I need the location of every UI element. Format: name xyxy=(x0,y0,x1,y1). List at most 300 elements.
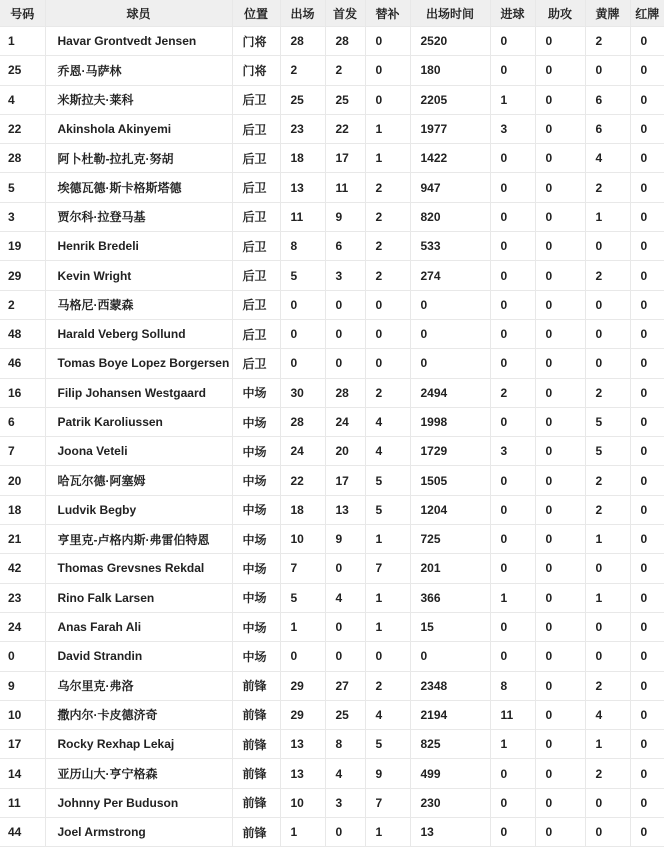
cell-starts: 9 xyxy=(325,525,365,554)
cell-player: Patrik Karoliussen xyxy=(45,407,232,436)
cell-assists: 0 xyxy=(535,290,585,319)
cell-player: 埃德瓦德·斯卡格斯塔德 xyxy=(45,173,232,202)
cell-goals: 3 xyxy=(490,114,535,143)
cell-red-cards: 0 xyxy=(630,261,664,290)
cell-red-cards: 0 xyxy=(630,759,664,788)
cell-assists: 0 xyxy=(535,114,585,143)
cell-starts: 20 xyxy=(325,437,365,466)
cell-player: 撒内尔·卡皮德济奇 xyxy=(45,700,232,729)
cell-goals: 0 xyxy=(490,407,535,436)
cell-number: 11 xyxy=(0,788,45,817)
cell-appearances: 28 xyxy=(280,27,325,56)
table-row xyxy=(0,554,664,583)
cell-subs: 0 xyxy=(365,27,410,56)
cell-appearances: 11 xyxy=(280,202,325,231)
cell-minutes: 0 xyxy=(410,349,490,378)
cell-minutes: 15 xyxy=(410,612,490,641)
cell-number: 0 xyxy=(0,642,45,671)
cell-red-cards: 0 xyxy=(630,466,664,495)
cell-number: 3 xyxy=(0,202,45,231)
cell-yellow-cards: 0 xyxy=(585,319,630,348)
cell-red-cards: 0 xyxy=(630,554,664,583)
cell-yellow-cards: 2 xyxy=(585,378,630,407)
cell-number: 23 xyxy=(0,583,45,612)
table-row xyxy=(0,759,664,788)
cell-goals: 11 xyxy=(490,700,535,729)
cell-appearances: 0 xyxy=(280,319,325,348)
cell-minutes: 1998 xyxy=(410,407,490,436)
cell-number: 28 xyxy=(0,144,45,173)
cell-subs: 7 xyxy=(365,554,410,583)
cell-player: Anas Farah Ali xyxy=(45,612,232,641)
cell-appearances: 5 xyxy=(280,583,325,612)
cell-red-cards: 0 xyxy=(630,583,664,612)
cell-minutes: 2205 xyxy=(410,85,490,114)
cell-red-cards: 0 xyxy=(630,700,664,729)
cell-starts: 3 xyxy=(325,261,365,290)
cell-minutes: 274 xyxy=(410,261,490,290)
cell-yellow-cards: 0 xyxy=(585,56,630,85)
table-row xyxy=(0,730,664,759)
cell-red-cards: 0 xyxy=(630,525,664,554)
cell-appearances: 13 xyxy=(280,173,325,202)
cell-subs: 0 xyxy=(365,85,410,114)
cell-subs: 0 xyxy=(365,349,410,378)
cell-yellow-cards: 2 xyxy=(585,261,630,290)
cell-red-cards: 0 xyxy=(630,85,664,114)
cell-assists: 0 xyxy=(535,407,585,436)
cell-player: Henrik Bredeli xyxy=(45,232,232,261)
cell-starts: 0 xyxy=(325,554,365,583)
cell-assists: 0 xyxy=(535,788,585,817)
table-row xyxy=(0,437,664,466)
cell-starts: 6 xyxy=(325,232,365,261)
cell-position: 中场 xyxy=(232,642,280,671)
cell-player: Filip Johansen Westgaard xyxy=(45,378,232,407)
cell-number: 24 xyxy=(0,612,45,641)
cell-minutes: 499 xyxy=(410,759,490,788)
cell-goals: 0 xyxy=(490,495,535,524)
table-row xyxy=(0,407,664,436)
cell-minutes: 2520 xyxy=(410,27,490,56)
cell-goals: 0 xyxy=(490,290,535,319)
cell-appearances: 28 xyxy=(280,407,325,436)
cell-yellow-cards: 2 xyxy=(585,671,630,700)
cell-goals: 0 xyxy=(490,173,535,202)
cell-starts: 24 xyxy=(325,407,365,436)
cell-starts: 25 xyxy=(325,700,365,729)
cell-player: 米斯拉夫·莱科 xyxy=(45,85,232,114)
cell-appearances: 10 xyxy=(280,525,325,554)
cell-subs: 2 xyxy=(365,671,410,700)
cell-assists: 0 xyxy=(535,495,585,524)
table-row xyxy=(0,290,664,319)
column-header-starts: 首发 xyxy=(325,0,365,27)
column-header-assists: 助攻 xyxy=(535,0,585,27)
cell-red-cards: 0 xyxy=(630,319,664,348)
cell-appearances: 8 xyxy=(280,232,325,261)
cell-minutes: 947 xyxy=(410,173,490,202)
cell-red-cards: 0 xyxy=(630,437,664,466)
cell-subs: 2 xyxy=(365,261,410,290)
cell-appearances: 1 xyxy=(280,818,325,847)
cell-assists: 0 xyxy=(535,466,585,495)
table-row xyxy=(0,583,664,612)
cell-starts: 28 xyxy=(325,378,365,407)
cell-yellow-cards: 0 xyxy=(585,612,630,641)
cell-red-cards: 0 xyxy=(630,173,664,202)
cell-number: 2 xyxy=(0,290,45,319)
cell-minutes: 0 xyxy=(410,319,490,348)
cell-player: Joona Veteli xyxy=(45,437,232,466)
cell-red-cards: 0 xyxy=(630,612,664,641)
cell-position: 后卫 xyxy=(232,290,280,319)
cell-subs: 2 xyxy=(365,173,410,202)
cell-number: 14 xyxy=(0,759,45,788)
cell-starts: 0 xyxy=(325,349,365,378)
cell-subs: 0 xyxy=(365,642,410,671)
cell-player: Kevin Wright xyxy=(45,261,232,290)
table-row xyxy=(0,144,664,173)
cell-starts: 8 xyxy=(325,730,365,759)
cell-yellow-cards: 0 xyxy=(585,818,630,847)
cell-assists: 0 xyxy=(535,554,585,583)
cell-number: 18 xyxy=(0,495,45,524)
cell-goals: 0 xyxy=(490,319,535,348)
cell-goals: 0 xyxy=(490,466,535,495)
table-row xyxy=(0,378,664,407)
cell-minutes: 2194 xyxy=(410,700,490,729)
cell-player: Havar Grontvedt Jensen xyxy=(45,27,232,56)
cell-position: 前锋 xyxy=(232,788,280,817)
cell-subs: 7 xyxy=(365,788,410,817)
column-header-red-cards: 红牌 xyxy=(630,0,664,27)
table-row xyxy=(0,173,664,202)
cell-goals: 0 xyxy=(490,642,535,671)
cell-assists: 0 xyxy=(535,642,585,671)
cell-goals: 0 xyxy=(490,349,535,378)
cell-yellow-cards: 2 xyxy=(585,495,630,524)
cell-subs: 2 xyxy=(365,378,410,407)
cell-assists: 0 xyxy=(535,378,585,407)
cell-goals: 8 xyxy=(490,671,535,700)
cell-minutes: 1422 xyxy=(410,144,490,173)
cell-position: 中场 xyxy=(232,612,280,641)
cell-number: 7 xyxy=(0,437,45,466)
cell-red-cards: 0 xyxy=(630,730,664,759)
table-row xyxy=(0,27,664,56)
cell-starts: 17 xyxy=(325,144,365,173)
cell-starts: 0 xyxy=(325,319,365,348)
cell-goals: 3 xyxy=(490,437,535,466)
cell-assists: 0 xyxy=(535,583,585,612)
table-row xyxy=(0,700,664,729)
cell-assists: 0 xyxy=(535,612,585,641)
cell-appearances: 18 xyxy=(280,495,325,524)
cell-goals: 0 xyxy=(490,759,535,788)
cell-appearances: 29 xyxy=(280,671,325,700)
cell-player: 乔恩·马萨林 xyxy=(45,56,232,85)
cell-assists: 0 xyxy=(535,671,585,700)
cell-appearances: 30 xyxy=(280,378,325,407)
cell-position: 后卫 xyxy=(232,85,280,114)
cell-starts: 9 xyxy=(325,202,365,231)
cell-subs: 0 xyxy=(365,56,410,85)
cell-assists: 0 xyxy=(535,730,585,759)
cell-goals: 0 xyxy=(490,56,535,85)
cell-yellow-cards: 1 xyxy=(585,525,630,554)
cell-position: 前锋 xyxy=(232,818,280,847)
cell-starts: 22 xyxy=(325,114,365,143)
cell-subs: 5 xyxy=(365,466,410,495)
cell-player: David Strandin xyxy=(45,642,232,671)
cell-goals: 2 xyxy=(490,378,535,407)
cell-starts: 0 xyxy=(325,642,365,671)
cell-starts: 0 xyxy=(325,818,365,847)
cell-starts: 4 xyxy=(325,759,365,788)
cell-player: 乌尔里克·弗洛 xyxy=(45,671,232,700)
cell-appearances: 29 xyxy=(280,700,325,729)
cell-starts: 2 xyxy=(325,56,365,85)
cell-assists: 0 xyxy=(535,759,585,788)
cell-position: 后卫 xyxy=(232,144,280,173)
cell-red-cards: 0 xyxy=(630,349,664,378)
cell-starts: 0 xyxy=(325,612,365,641)
cell-goals: 0 xyxy=(490,554,535,583)
cell-subs: 4 xyxy=(365,407,410,436)
cell-minutes: 825 xyxy=(410,730,490,759)
cell-player: 阿卜杜勒-拉扎克·努胡 xyxy=(45,144,232,173)
cell-yellow-cards: 6 xyxy=(585,114,630,143)
cell-yellow-cards: 2 xyxy=(585,759,630,788)
cell-position: 中场 xyxy=(232,583,280,612)
table-header xyxy=(0,0,664,27)
table-row xyxy=(0,495,664,524)
cell-subs: 0 xyxy=(365,319,410,348)
cell-goals: 1 xyxy=(490,85,535,114)
cell-appearances: 10 xyxy=(280,788,325,817)
cell-goals: 1 xyxy=(490,730,535,759)
column-header-appearances: 出场 xyxy=(280,0,325,27)
table-row xyxy=(0,612,664,641)
cell-red-cards: 0 xyxy=(630,202,664,231)
cell-appearances: 0 xyxy=(280,349,325,378)
table-row xyxy=(0,788,664,817)
cell-subs: 1 xyxy=(365,818,410,847)
cell-appearances: 24 xyxy=(280,437,325,466)
cell-appearances: 0 xyxy=(280,290,325,319)
cell-appearances: 25 xyxy=(280,85,325,114)
cell-red-cards: 0 xyxy=(630,818,664,847)
table-row xyxy=(0,114,664,143)
cell-yellow-cards: 0 xyxy=(585,642,630,671)
table-row xyxy=(0,349,664,378)
cell-starts: 13 xyxy=(325,495,365,524)
cell-red-cards: 0 xyxy=(630,671,664,700)
cell-subs: 0 xyxy=(365,290,410,319)
cell-appearances: 7 xyxy=(280,554,325,583)
cell-subs: 4 xyxy=(365,700,410,729)
cell-position: 后卫 xyxy=(232,261,280,290)
cell-minutes: 2348 xyxy=(410,671,490,700)
cell-number: 5 xyxy=(0,173,45,202)
cell-appearances: 18 xyxy=(280,144,325,173)
cell-player: 亚历山大·亨宁格森 xyxy=(45,759,232,788)
cell-player: Thomas Grevsnes Rekdal xyxy=(45,554,232,583)
cell-position: 中场 xyxy=(232,525,280,554)
cell-player: 亨里克-卢格内斯·弗雷伯特恩 xyxy=(45,525,232,554)
cell-red-cards: 0 xyxy=(630,407,664,436)
cell-assists: 0 xyxy=(535,202,585,231)
cell-number: 9 xyxy=(0,671,45,700)
cell-position: 中场 xyxy=(232,554,280,583)
cell-assists: 0 xyxy=(535,27,585,56)
cell-yellow-cards: 4 xyxy=(585,144,630,173)
cell-position: 后卫 xyxy=(232,173,280,202)
cell-number: 22 xyxy=(0,114,45,143)
cell-red-cards: 0 xyxy=(630,232,664,261)
cell-goals: 0 xyxy=(490,202,535,231)
cell-subs: 1 xyxy=(365,144,410,173)
cell-position: 中场 xyxy=(232,466,280,495)
cell-yellow-cards: 0 xyxy=(585,788,630,817)
cell-position: 中场 xyxy=(232,378,280,407)
cell-goals: 0 xyxy=(490,27,535,56)
cell-subs: 4 xyxy=(365,437,410,466)
cell-minutes: 1204 xyxy=(410,495,490,524)
cell-subs: 2 xyxy=(365,202,410,231)
cell-goals: 0 xyxy=(490,261,535,290)
cell-yellow-cards: 0 xyxy=(585,232,630,261)
cell-goals: 0 xyxy=(490,818,535,847)
cell-minutes: 1729 xyxy=(410,437,490,466)
cell-goals: 0 xyxy=(490,525,535,554)
cell-player: Joel Armstrong xyxy=(45,818,232,847)
cell-yellow-cards: 5 xyxy=(585,407,630,436)
cell-goals: 0 xyxy=(490,788,535,817)
cell-position: 中场 xyxy=(232,495,280,524)
cell-red-cards: 0 xyxy=(630,144,664,173)
cell-appearances: 22 xyxy=(280,466,325,495)
cell-player: Akinshola Akinyemi xyxy=(45,114,232,143)
cell-minutes: 180 xyxy=(410,56,490,85)
table-row xyxy=(0,202,664,231)
cell-number: 6 xyxy=(0,407,45,436)
cell-assists: 0 xyxy=(535,525,585,554)
cell-position: 前锋 xyxy=(232,671,280,700)
cell-position: 前锋 xyxy=(232,759,280,788)
cell-yellow-cards: 1 xyxy=(585,202,630,231)
cell-player: Johnny Per Buduson xyxy=(45,788,232,817)
cell-appearances: 23 xyxy=(280,114,325,143)
column-header-minutes: 出场时间 xyxy=(410,0,490,27)
cell-assists: 0 xyxy=(535,85,585,114)
cell-minutes: 0 xyxy=(410,642,490,671)
cell-appearances: 1 xyxy=(280,612,325,641)
cell-yellow-cards: 0 xyxy=(585,554,630,583)
cell-minutes: 2494 xyxy=(410,378,490,407)
cell-appearances: 2 xyxy=(280,56,325,85)
cell-subs: 2 xyxy=(365,232,410,261)
cell-yellow-cards: 0 xyxy=(585,349,630,378)
cell-red-cards: 0 xyxy=(630,788,664,817)
cell-subs: 5 xyxy=(365,730,410,759)
cell-red-cards: 0 xyxy=(630,290,664,319)
cell-number: 25 xyxy=(0,56,45,85)
cell-minutes: 230 xyxy=(410,788,490,817)
cell-red-cards: 0 xyxy=(630,642,664,671)
cell-number: 48 xyxy=(0,319,45,348)
cell-subs: 5 xyxy=(365,495,410,524)
table-row xyxy=(0,85,664,114)
cell-red-cards: 0 xyxy=(630,56,664,85)
column-header-position: 位置 xyxy=(232,0,280,27)
cell-position: 后卫 xyxy=(232,114,280,143)
cell-player: 马格尼·西蒙森 xyxy=(45,290,232,319)
cell-yellow-cards: 4 xyxy=(585,700,630,729)
cell-appearances: 5 xyxy=(280,261,325,290)
cell-appearances: 13 xyxy=(280,759,325,788)
cell-minutes: 820 xyxy=(410,202,490,231)
cell-player: Rino Falk Larsen xyxy=(45,583,232,612)
cell-starts: 27 xyxy=(325,671,365,700)
cell-starts: 28 xyxy=(325,27,365,56)
cell-starts: 3 xyxy=(325,788,365,817)
cell-minutes: 1977 xyxy=(410,114,490,143)
table-row xyxy=(0,818,664,847)
column-header-goals: 进球 xyxy=(490,0,535,27)
cell-minutes: 13 xyxy=(410,818,490,847)
cell-number: 44 xyxy=(0,818,45,847)
cell-appearances: 13 xyxy=(280,730,325,759)
cell-yellow-cards: 6 xyxy=(585,85,630,114)
cell-yellow-cards: 5 xyxy=(585,437,630,466)
cell-subs: 1 xyxy=(365,583,410,612)
cell-starts: 11 xyxy=(325,173,365,202)
cell-position: 前锋 xyxy=(232,730,280,759)
cell-subs: 1 xyxy=(365,612,410,641)
cell-starts: 0 xyxy=(325,290,365,319)
table-row xyxy=(0,56,664,85)
cell-goals: 0 xyxy=(490,612,535,641)
table-body xyxy=(0,27,664,847)
cell-yellow-cards: 1 xyxy=(585,583,630,612)
table-row xyxy=(0,261,664,290)
cell-player: 哈瓦尔德·阿塞姆 xyxy=(45,466,232,495)
cell-position: 中场 xyxy=(232,407,280,436)
cell-minutes: 725 xyxy=(410,525,490,554)
cell-position: 门将 xyxy=(232,56,280,85)
cell-number: 1 xyxy=(0,27,45,56)
cell-goals: 1 xyxy=(490,583,535,612)
table-row xyxy=(0,671,664,700)
cell-minutes: 1505 xyxy=(410,466,490,495)
cell-minutes: 366 xyxy=(410,583,490,612)
cell-number: 21 xyxy=(0,525,45,554)
cell-starts: 25 xyxy=(325,85,365,114)
column-header-subs: 替补 xyxy=(365,0,410,27)
cell-position: 后卫 xyxy=(232,232,280,261)
cell-red-cards: 0 xyxy=(630,378,664,407)
table-row xyxy=(0,642,664,671)
cell-goals: 0 xyxy=(490,144,535,173)
cell-subs: 9 xyxy=(365,759,410,788)
cell-assists: 0 xyxy=(535,700,585,729)
cell-player: Ludvik Begby xyxy=(45,495,232,524)
cell-minutes: 0 xyxy=(410,290,490,319)
cell-yellow-cards: 2 xyxy=(585,173,630,202)
table-row xyxy=(0,466,664,495)
